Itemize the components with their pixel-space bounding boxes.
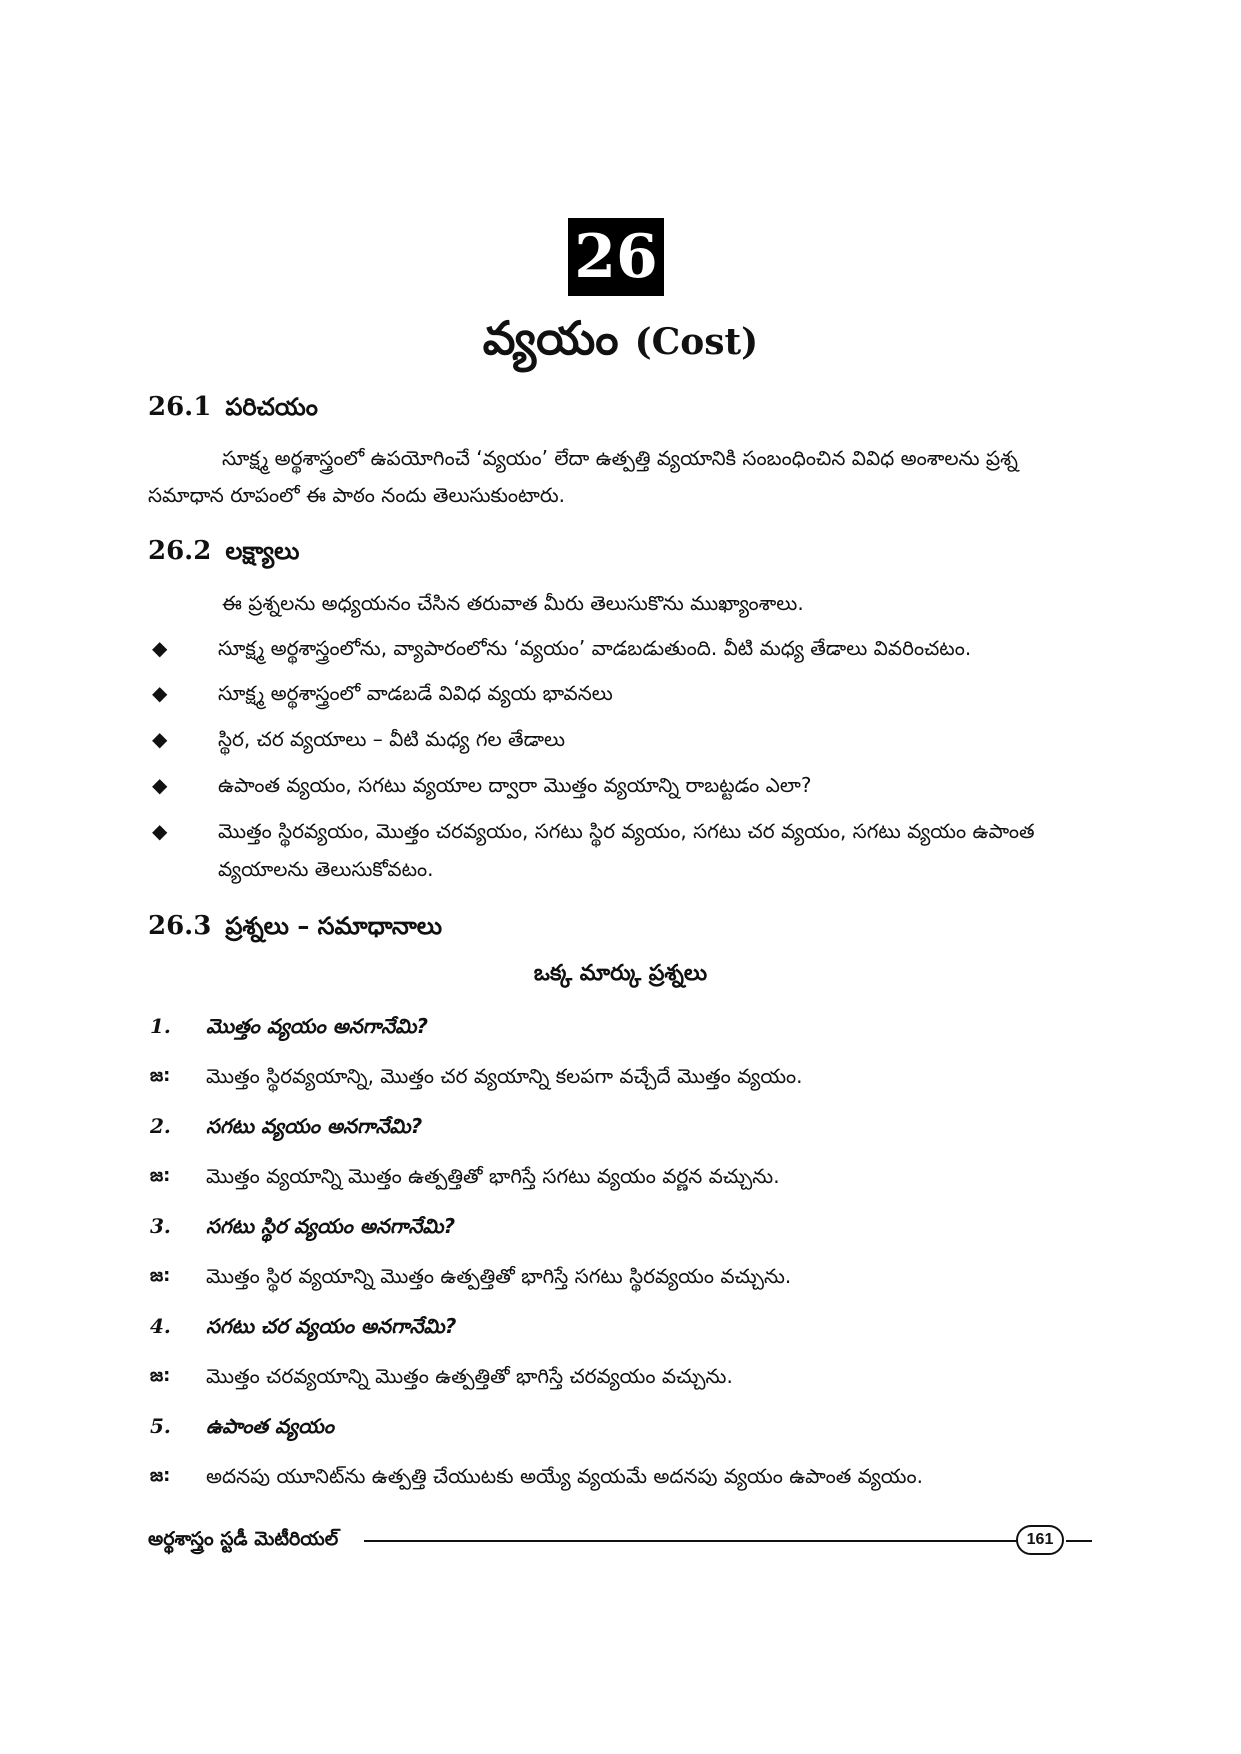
question-number: 1.: [150, 1014, 171, 1038]
bullet-icon: ◆: [152, 727, 168, 751]
page-number-badge: 161: [1016, 1525, 1064, 1555]
question-text: సగటు చర వ్యయం అనగానేమి?: [206, 1314, 457, 1338]
bullet-icon: ◆: [152, 819, 168, 843]
answer-text: మొత్తం స్థిర వ్యయాన్ని మొత్తం ఉత్పత్తితో భాగిస్తే సగటు స్థిరవ్యయం వచ్చును.: [206, 1264, 792, 1288]
qa-subheading: ఒక్క మార్కు ప్రశ్నలు: [533, 961, 708, 986]
answer-label: జ:: [150, 1265, 171, 1286]
chapter-title-telugu: వ్యయం: [482, 311, 619, 365]
answer-text: మొత్తం వ్యయాన్ని మొత్తం ఉత్పత్తితో భాగిస్తే సగటు వ్యయం వర్ణన వచ్చును.: [206, 1164, 780, 1188]
objective-item: సూక్ష్మ అర్థశాస్త్రంలోను, వ్యాపారంలోను ‘వ్యయం’ వాడబడుతుంది. వీటి మధ్య తేడాలు వివరించటం.: [218, 636, 972, 660]
question-number: 5.: [150, 1414, 171, 1438]
section-number: 26.1: [148, 392, 212, 422]
objective-item: ఉపాంత వ్యయం, సగటు వ్యయాల ద్వారా మొత్తం వ్యయాన్ని రాబట్టడం ఎలా?: [218, 773, 812, 797]
question-number: 3.: [150, 1214, 171, 1238]
bullet-icon: ◆: [152, 773, 168, 797]
footer-rule: [364, 1540, 1020, 1542]
question-number: 4.: [150, 1314, 171, 1338]
section-heading-intro: [148, 389, 318, 425]
section-heading-qa: [148, 908, 442, 944]
objective-item: స్థిర, చర వ్యయాలు – వీటి మధ్య గల తేడాలు: [218, 727, 566, 751]
intro-paragraph: [148, 440, 1094, 514]
answer-text: మొత్తం చరవ్యయాన్ని మొత్తం ఉత్పత్తితో భాగిస్తే చరవ్యయం వచ్చును.: [206, 1364, 733, 1388]
bullet-icon: ◆: [152, 636, 168, 660]
footer-book-title: అర్థశాస్త్రం స్టడీ మెటీరియల్: [148, 1528, 339, 1550]
question-text: మొత్తం వ్యయం అనగానేమి?: [206, 1014, 428, 1038]
question-text: సగటు స్థిర వ్యయం అనగానేమి?: [206, 1214, 456, 1238]
answer-label: జ:: [150, 1365, 171, 1386]
question-text: సగటు వ్యయం అనగానేమి?: [206, 1114, 423, 1138]
section-number: 26.2: [148, 536, 212, 566]
answer-label: జ:: [150, 1465, 171, 1486]
question-number: 2.: [150, 1114, 171, 1138]
objective-item: సూక్ష్మ అర్థశాస్త్రంలో వాడబడే వివిధ వ్యయ భావనలు: [218, 681, 613, 705]
section-title: లక్ష్యాలు: [225, 537, 300, 565]
answer-label: జ:: [150, 1065, 171, 1086]
section-title: పరిచయం: [225, 393, 318, 421]
answer-label: జ:: [150, 1165, 171, 1186]
section-heading-objectives: [148, 533, 299, 569]
answer-text: అదనపు యూనిట్‌ను ఉత్పత్తి చేయుటకు అయ్యే వ్యయమే అదనపు వ్యయం ఉపాంత వ్యయం.: [206, 1464, 924, 1488]
chapter-title: [0, 308, 1241, 372]
answer-text: మొత్తం స్థిరవ్యయాన్ని, మొత్తం చర వ్యయాన్ని కలపగా వచ్చేదే మొత్తం వ్యయం.: [206, 1064, 803, 1088]
intro-text: సూక్ష్మ అర్థశాస్త్రంలో ఉపయోగించే ‘వ్యయం’ లేదా ఉత్పత్తి వ్యయానికి సంబంధించిన వివిధ అంశాలను ప్రశ్న సమాధాన రూపంలో ఈ పాఠం నందు తెలుసుకుంటారు.: [148, 446, 1018, 507]
section-number: 26.3: [148, 911, 212, 941]
objective-item: మొత్తం స్థిరవ్యయం, మొత్తం చరవ్యయం, సగటు స్థిర వ్యయం, సగటు చర వ్యయం, సగటు వ్యయం ఉపాంత వ్యయాలను తెలుసుకోవటం.: [218, 819, 1035, 881]
question-text: ఉపాంత వ్యయం: [206, 1414, 335, 1438]
chapter-number-badge: 26: [568, 218, 664, 296]
chapter-title-english: (Cost): [634, 321, 759, 363]
objectives-lead: ఈ ప్రశ్నలను అధ్యయనం చేసిన తరువాత మీరు తెలుసుకొను ముఖ్యాంశాలు.: [222, 591, 804, 615]
footer-rule-end: [1066, 1540, 1092, 1542]
section-title: ప్రశ్నలు – సమాధానాలు: [225, 912, 443, 940]
bullet-icon: ◆: [152, 681, 168, 705]
